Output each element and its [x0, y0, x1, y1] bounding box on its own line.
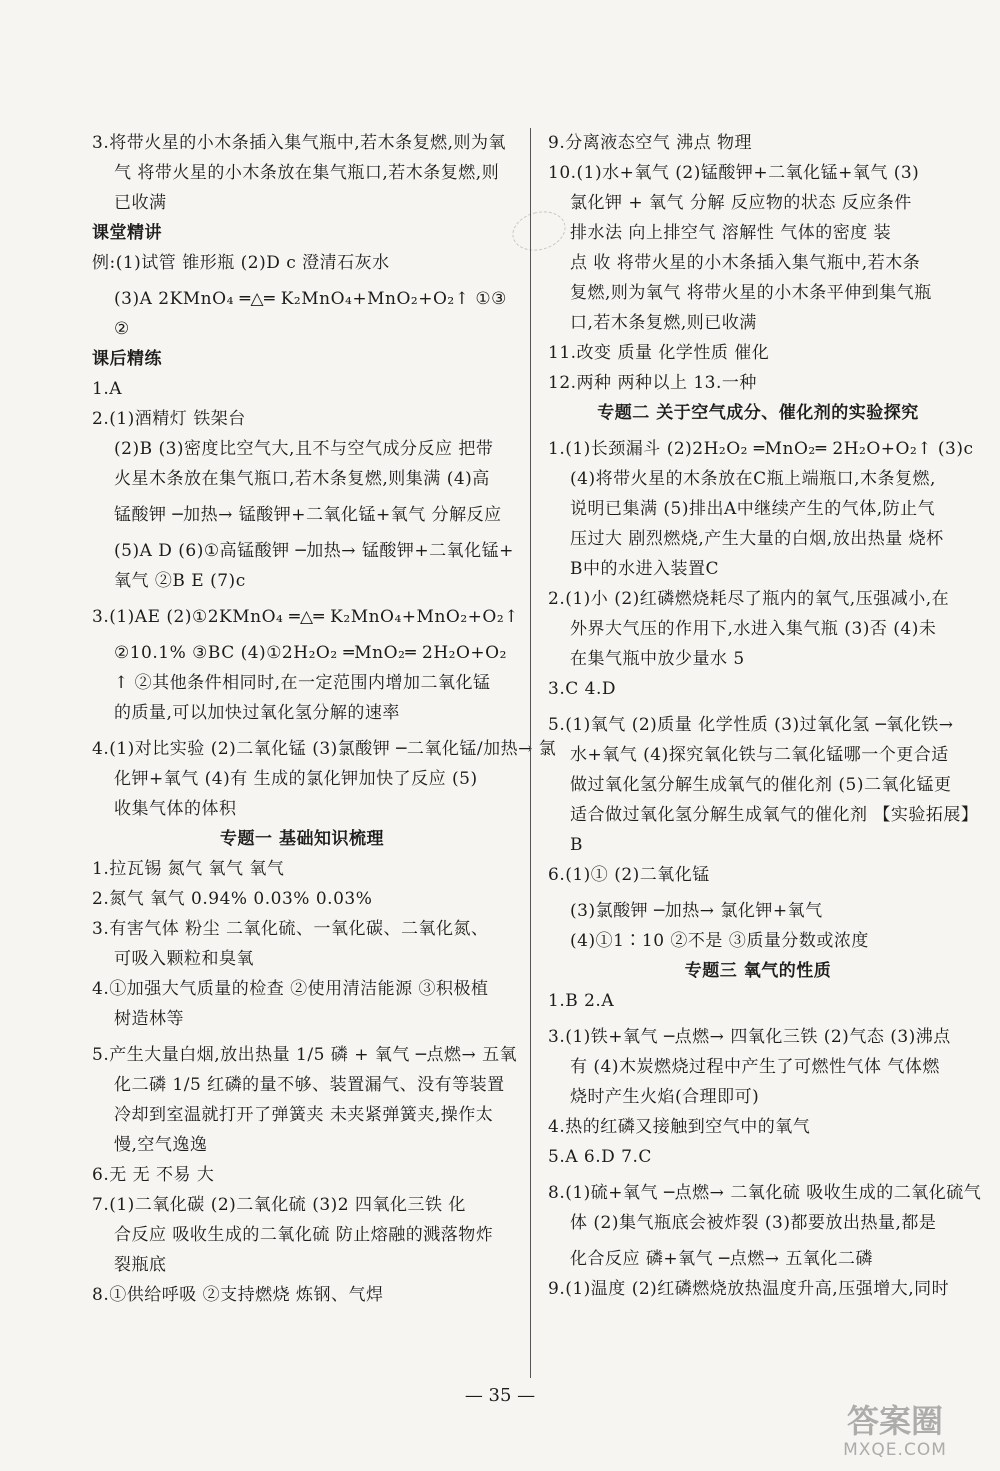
text-line: 慢,空气逸逸: [114, 1135, 208, 1155]
text-line: 4.热的红磷又接触到空气中的氧气: [548, 1117, 811, 1137]
text-line: 裂瓶底: [114, 1255, 167, 1275]
text-line: B中的水进入装置C: [570, 559, 719, 579]
text-line: 可吸入颗粒和臭氧: [114, 949, 254, 969]
text-line: 化合反应 磷+氧气 ─点燃→ 五氧化二磷: [570, 1249, 873, 1269]
text-line: (3)氯酸钾 ─加热→ 氯化钾+氧气: [570, 901, 823, 921]
text-line: 有 (4)木炭燃烧过程中产生了可燃性气体 气体燃: [570, 1057, 940, 1077]
text-line: 5.产生大量白烟,放出热量 1/5 磷 + 氧气 ─点燃→ 五氧: [92, 1045, 518, 1065]
text-line: 合反应 吸收生成的二氧化硫 防止熔融的溅落物炸: [114, 1225, 494, 1245]
text-line: 收集气体的体积: [114, 799, 237, 819]
column-divider: [530, 128, 531, 1378]
text-line: 口,若木条复燃,则已收满: [570, 313, 757, 333]
text-line: 适合做过氧化氢分解生成氧气的催化剂 【实验拓展】: [570, 805, 979, 825]
section-title: 专题二 关于空气成分、催化剂的实验探究: [597, 403, 919, 423]
text-line: 9.分离液态空气 沸点 物理: [548, 133, 753, 153]
text-line: (5)A D (6)①高锰酸钾 ─加热→ 锰酸钾+二氧化锰+: [114, 541, 514, 561]
text-line: ↑ ②其他条件相同时,在一定范围内增加二氧化锰: [114, 673, 491, 693]
section-title: 专题一 基础知识梳理: [220, 829, 384, 849]
text-line: 3.(1)铁+氧气 ─点燃→ 四氧化三铁 (2)气态 (3)沸点: [548, 1027, 951, 1047]
page-number: — 35 —: [464, 1385, 536, 1406]
text-line: 1.A: [92, 379, 122, 399]
text-line: 水+氧气 (4)探究氧化铁与二氧化锰哪一个更合适: [570, 745, 949, 765]
text-line: 气 将带火星的小木条放在集气瓶口,若木条复燃,则: [114, 163, 500, 183]
text-line: B: [570, 835, 583, 855]
text-line: 12.两种 两种以上 13.一种: [548, 373, 757, 393]
text-line: 例:(1)试管 锥形瓶 (2)D c 澄清石灰水: [92, 253, 390, 273]
text-line: 化二磷 1/5 红磷的量不够、装置漏气、没有等装置: [114, 1075, 505, 1095]
text-line: 的质量,可以加快过氧化氢分解的速率: [114, 703, 400, 723]
text-line: 5.(1)氧气 (2)质量 化学性质 (3)过氧化氢 ─氧化铁→: [548, 715, 954, 735]
text-line: 2.(1)小 (2)红磷燃烧耗尽了瓶内的氧气,压强减小,在: [548, 589, 950, 609]
text-line: 锰酸钾 ─加热→ 锰酸钾+二氧化锰+氧气 分解反应: [114, 505, 502, 525]
text-line: 11.改变 质量 化学性质 催化: [548, 343, 770, 363]
section-heading: 课后精练: [92, 349, 162, 369]
text-line: (2)B (3)密度比空气大,且不与空气成分反应 把带: [114, 439, 494, 459]
text-line: 压过大 剧烈燃烧,产生大量的白烟,放出热量 烧杯: [570, 529, 944, 549]
text-line: (4)①1∶10 ②不是 ③质量分数或浓度: [570, 931, 869, 951]
text-line: 树造林等: [114, 1009, 184, 1029]
text-line: (3)A 2KMnO₄ ═△═ K₂MnO₄+MnO₂+O₂↑ ①③: [114, 289, 507, 309]
text-line: 冷却到室温就打开了弹簧夹 未夹紧弹簧夹,操作太: [114, 1105, 494, 1125]
text-line: 3.C 4.D: [548, 679, 616, 699]
text-line: 说明已集满 (5)排出A中继续产生的气体,防止气: [570, 499, 936, 519]
text-line: 1.(1)长颈漏斗 (2)2H₂O₂ ═MnO₂═ 2H₂O+O₂↑ (3)c: [548, 439, 974, 459]
text-line: 8.(1)硫+氧气 ─点燃→ 二氧化硫 吸收生成的二氧化硫气: [548, 1183, 982, 1203]
text-line: 外界大气压的作用下,水进入集气瓶 (3)否 (4)未: [570, 619, 937, 639]
text-line: 9.(1)温度 (2)红磷燃烧放热温度升高,压强增大,同时: [548, 1279, 950, 1299]
text-line: 体 (2)集气瓶底会被炸裂 (3)都要放出热量,都是: [570, 1213, 937, 1233]
text-line: ②10.1% ③BC (4)①2H₂O₂ ═MnO₂═ 2H₂O+O₂: [114, 643, 507, 663]
watermark-logo: [800, 1402, 990, 1468]
left-column: [92, 128, 557, 1310]
text-line: 烧时产生火焰(合理即可): [570, 1087, 760, 1107]
text-line: (4)将带火星的木条放在C瓶上端瓶口,木条复燃,: [570, 469, 936, 489]
text-line: 2.(1)酒精灯 铁架台: [92, 409, 246, 429]
text-line: 5.A 6.D 7.C: [548, 1147, 652, 1167]
text-line: 4.(1)对比实验 (2)二氧化锰 (3)氯酸钾 ─二氧化锰/加热→ 氯: [92, 739, 557, 759]
watermark-url: MXQE.COM: [843, 1440, 947, 1460]
text-line: 1.B 2.A: [548, 991, 615, 1011]
text-line: 点 收 将带火星的小木条插入集气瓶中,若木条: [570, 253, 921, 273]
section-heading: 课堂精讲: [92, 223, 162, 243]
text-line: 10.(1)水+氧气 (2)锰酸钾+二氧化锰+氧气 (3): [548, 163, 920, 183]
text-line: 7.(1)二氧化碳 (2)二氧化硫 (3)2 四氧化三铁 化: [92, 1195, 466, 1215]
text-line: 1.拉瓦锡 氮气 氧气 氧气: [92, 859, 285, 879]
text-line: 做过氧化氢分解生成氧气的催化剂 (5)二氧化锰更: [570, 775, 952, 795]
text-line: 火星木条放在集气瓶口,若木条复燃,则集满 (4)高: [114, 469, 490, 489]
text-line: 3.有害气体 粉尘 二氧化硫、一氧化碳、二氧化氮、: [92, 919, 489, 939]
text-line: ②: [114, 319, 130, 339]
text-line: 在集气瓶中放少量水 5: [570, 649, 745, 669]
text-line: 3.(1)AE (2)①2KMnO₄ ═△═ K₂MnO₄+MnO₂+O₂↑: [92, 607, 519, 627]
text-line: 排水法 向上排空气 溶解性 气体的密度 装: [570, 223, 892, 243]
right-column: [548, 128, 982, 1304]
text-line: 4.①加强大气质量的检查 ②使用清洁能源 ③积极植: [92, 979, 489, 999]
text-line: 6.无 无 不易 大: [92, 1165, 215, 1185]
section-title: 专题三 氧气的性质: [684, 961, 832, 981]
text-line: 复燃,则为氧气 将带火星的小木条平伸到集气瓶: [570, 283, 932, 303]
text-line: 2.氮气 氧气 0.94% 0.03% 0.03%: [92, 889, 373, 909]
text-line: 氯化钾 + 氧气 分解 反应物的状态 反应条件: [570, 193, 912, 213]
text-line: 已收满: [114, 193, 167, 213]
text-line: 3.将带火星的小木条插入集气瓶中,若木条复燃,则为氧: [92, 133, 507, 153]
watermark-title: 答案圈: [846, 1402, 943, 1440]
text-line: 氧气 ②B E (7)c: [114, 571, 246, 591]
text-line: 化钾+氧气 (4)有 生成的氯化钾加快了反应 (5): [114, 769, 478, 789]
text-line: 6.(1)① (2)二氧化锰: [548, 865, 710, 885]
text-line: 8.①供给呼吸 ②支持燃烧 炼钢、气焊: [92, 1285, 384, 1305]
